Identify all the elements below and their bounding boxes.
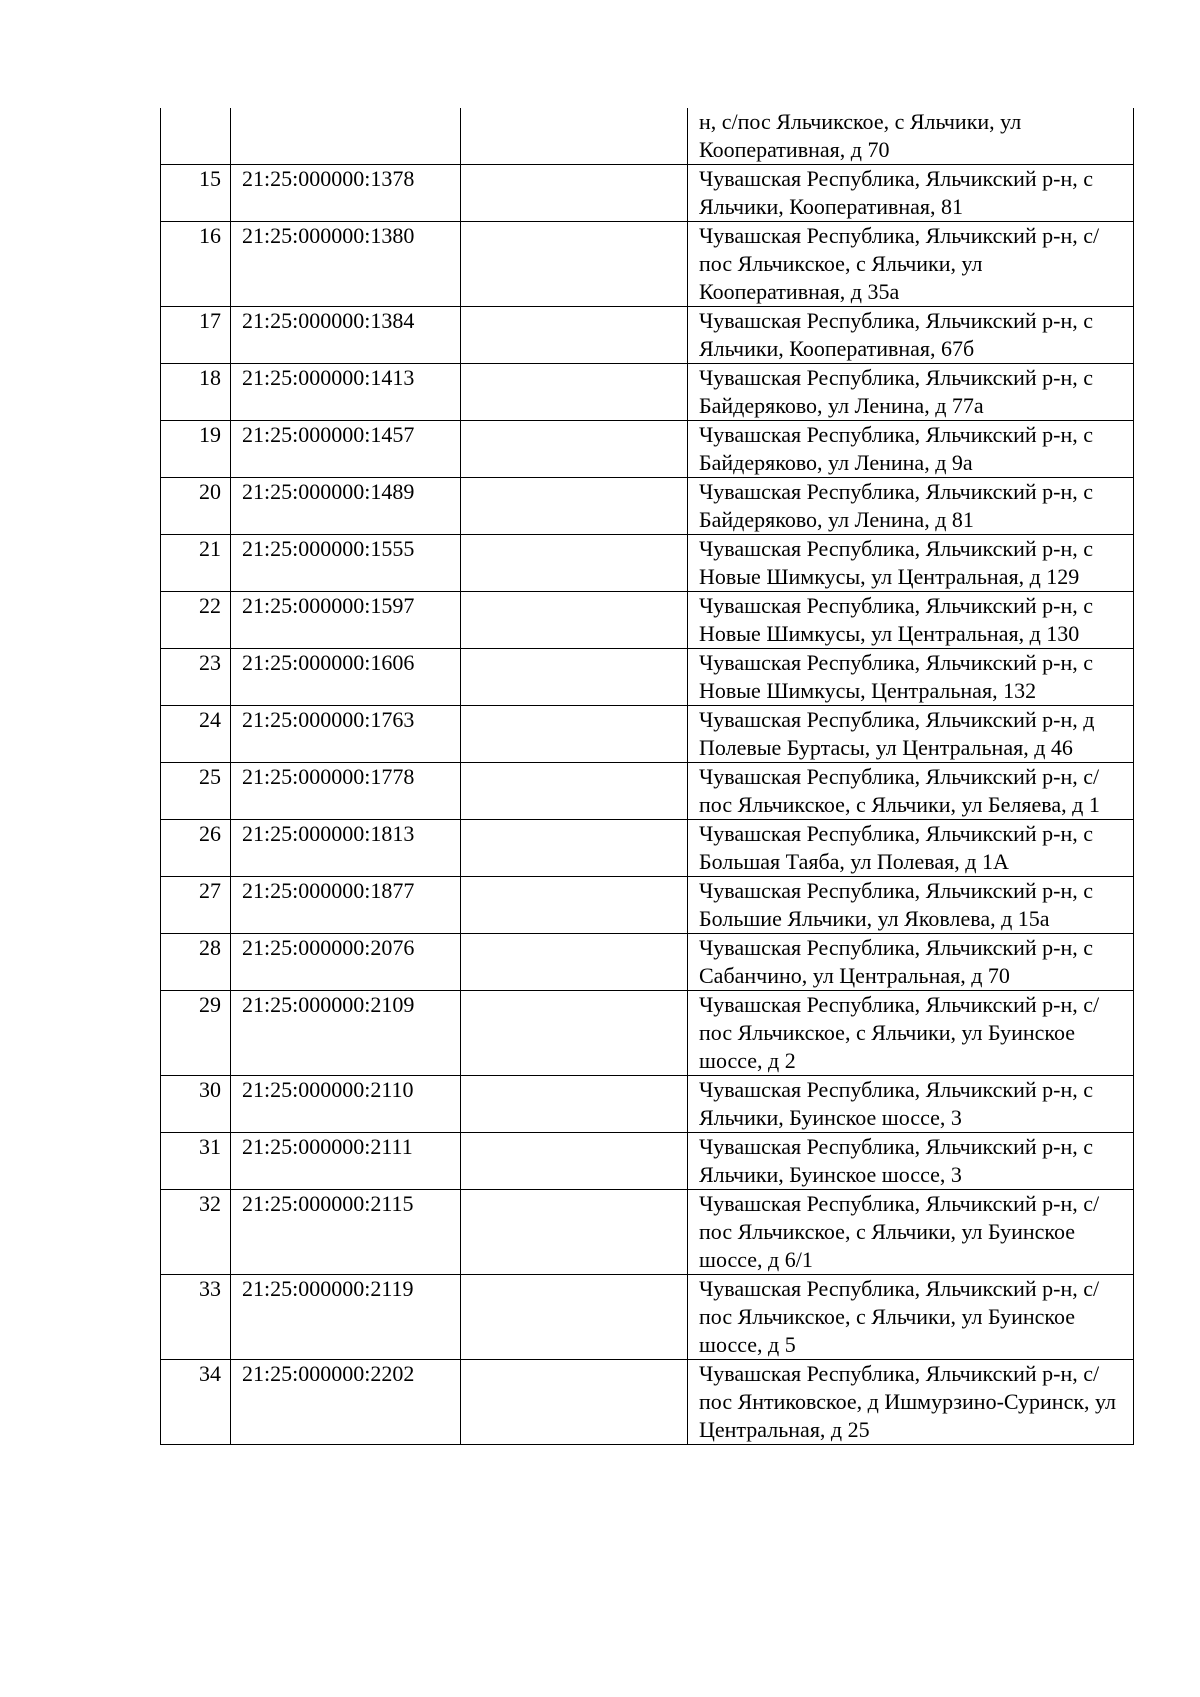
address-cell: Чувашская Республика, Яльчикский р-н, с Яльчики, Буинское шоссе, 3 (688, 1076, 1134, 1133)
address-cell: Чувашская Республика, Яльчикский р-н, с Байдеряково, ул Ленина, д 77а (688, 364, 1134, 421)
cadastral-number-cell: 21:25:000000:1489 (231, 478, 461, 535)
empty-column-cell (461, 222, 688, 307)
empty-column-cell (461, 165, 688, 222)
empty-column-cell (461, 1275, 688, 1360)
cadastral-number-cell: 21:25:000000:2202 (231, 1360, 461, 1445)
cadastral-number-cell: 21:25:000000:2119 (231, 1275, 461, 1360)
address-cell: Чувашская Республика, Яльчикский р-н, с/пос Яльчикское, с Яльчики, ул Беляева, д 1 (688, 763, 1134, 820)
row-number-cell: 20 (161, 478, 231, 535)
table-row (161, 592, 1134, 649)
row-number-cell: 32 (161, 1190, 231, 1275)
cadastral-number-cell: 21:25:000000:1457 (231, 421, 461, 478)
table-row (161, 706, 1134, 763)
table-row (161, 763, 1134, 820)
empty-column-cell (461, 364, 688, 421)
empty-column-cell (461, 1360, 688, 1445)
table-row (161, 877, 1134, 934)
address-cell: Чувашская Республика, Яльчикский р-н, с/пос Яльчикское, с Яльчики, ул Буинское шоссе, д 6/1 (688, 1190, 1134, 1275)
empty-column-cell (461, 991, 688, 1076)
cadastral-number-cell: 21:25:000000:1778 (231, 763, 461, 820)
empty-column-cell (461, 763, 688, 820)
empty-column-cell (461, 592, 688, 649)
empty-column-cell (461, 421, 688, 478)
empty-column-cell (461, 1190, 688, 1275)
address-cell: Чувашская Республика, Яльчикский р-н, с Яльчики, Буинское шоссе, 3 (688, 1133, 1134, 1190)
address-cell: Чувашская Республика, Яльчикский р-н, с Сабанчино, ул Центральная, д 70 (688, 934, 1134, 991)
empty-column-cell (461, 1076, 688, 1133)
table-row (161, 165, 1134, 222)
address-cell: н, с/пос Яльчикское, с Яльчики, ул Кооперативная, д 70 (688, 108, 1134, 165)
address-cell: Чувашская Республика, Яльчикский р-н, с Новые Шимкусы, ул Центральная, д 129 (688, 535, 1134, 592)
address-cell: Чувашская Республика, Яльчикский р-н, с/пос Янтиковское, д Ишмурзино-Суринск, ул Центральная, д 25 (688, 1360, 1134, 1445)
address-cell: Чувашская Республика, Яльчикский р-н, д Полевые Буртасы, ул Центральная, д 46 (688, 706, 1134, 763)
address-cell: Чувашская Республика, Яльчикский р-н, с Новые Шимкусы, ул Центральная, д 130 (688, 592, 1134, 649)
table-row (161, 820, 1134, 877)
row-number-cell: 28 (161, 934, 231, 991)
table-row (161, 364, 1134, 421)
table-row (161, 307, 1134, 364)
row-number-cell: 17 (161, 307, 231, 364)
cadastral-number-cell: 21:25:000000:1378 (231, 165, 461, 222)
row-number-cell: 26 (161, 820, 231, 877)
table-row (161, 1133, 1134, 1190)
empty-column-cell (461, 706, 688, 763)
row-number-cell: 29 (161, 991, 231, 1076)
address-cell: Чувашская Республика, Яльчикский р-н, с Яльчики, Кооперативная, 81 (688, 165, 1134, 222)
address-cell: Чувашская Республика, Яльчикский р-н, с Большая Таяба, ул Полевая, д 1А (688, 820, 1134, 877)
row-number-cell: 27 (161, 877, 231, 934)
address-cell: Чувашская Республика, Яльчикский р-н, с Большие Яльчики, ул Яковлева, д 15а (688, 877, 1134, 934)
table-row (161, 934, 1134, 991)
cadastral-number-cell: 21:25:000000:2076 (231, 934, 461, 991)
cadastral-number-cell: 21:25:000000:1877 (231, 877, 461, 934)
cadastral-number-cell: 21:25:000000:1597 (231, 592, 461, 649)
row-number-cell: 23 (161, 649, 231, 706)
address-cell: Чувашская Республика, Яльчикский р-н, с/пос Яльчикское, с Яльчики, ул Кооперативная, д 35а (688, 222, 1134, 307)
table-row (161, 1190, 1134, 1275)
cadastral-number-cell: 21:25:000000:2111 (231, 1133, 461, 1190)
row-number-cell: 24 (161, 706, 231, 763)
cadastral-number-cell: 21:25:000000:1606 (231, 649, 461, 706)
cadastral-number-cell: 21:25:000000:1555 (231, 535, 461, 592)
row-number-cell: 18 (161, 364, 231, 421)
cadastral-number-cell: 21:25:000000:1763 (231, 706, 461, 763)
cadastral-number-cell: 21:25:000000:1384 (231, 307, 461, 364)
row-number-cell: 21 (161, 535, 231, 592)
row-number-cell: 34 (161, 1360, 231, 1445)
cadastral-number-cell: 21:25:000000:1413 (231, 364, 461, 421)
row-number-cell: 30 (161, 1076, 231, 1133)
address-cell: Чувашская Республика, Яльчикский р-н, с/пос Яльчикское, с Яльчики, ул Буинское шоссе, д 5 (688, 1275, 1134, 1360)
cadastral-number-cell (231, 108, 461, 165)
address-cell: Чувашская Республика, Яльчикский р-н, с Новые Шимкусы, Центральная, 132 (688, 649, 1134, 706)
empty-column-cell (461, 535, 688, 592)
table-row (161, 1360, 1134, 1445)
address-cell: Чувашская Республика, Яльчикский р-н, с Яльчики, Кооперативная, 67б (688, 307, 1134, 364)
table-row-continuation (161, 108, 1134, 165)
empty-column-cell (461, 307, 688, 364)
row-number-cell: 19 (161, 421, 231, 478)
row-number-cell: 15 (161, 165, 231, 222)
cadastral-number-cell: 21:25:000000:1380 (231, 222, 461, 307)
table-row (161, 535, 1134, 592)
empty-column-cell (461, 820, 688, 877)
table-row (161, 649, 1134, 706)
table-row (161, 222, 1134, 307)
table-row (161, 1076, 1134, 1133)
empty-column-cell (461, 478, 688, 535)
row-number-cell: 33 (161, 1275, 231, 1360)
cadastral-number-cell: 21:25:000000:2115 (231, 1190, 461, 1275)
address-cell: Чувашская Республика, Яльчикский р-н, с Байдеряково, ул Ленина, д 81 (688, 478, 1134, 535)
address-cell: Чувашская Республика, Яльчикский р-н, с/пос Яльчикское, с Яльчики, ул Буинское шоссе, д 2 (688, 991, 1134, 1076)
table-row (161, 478, 1134, 535)
table-row (161, 1275, 1134, 1360)
empty-column-cell (461, 649, 688, 706)
empty-column-cell (461, 877, 688, 934)
cadastral-number-cell: 21:25:000000:2109 (231, 991, 461, 1076)
empty-column-cell (461, 934, 688, 991)
row-number-cell: 31 (161, 1133, 231, 1190)
property-table-body (161, 108, 1134, 1445)
empty-column-cell (461, 1133, 688, 1190)
cadastral-number-cell: 21:25:000000:2110 (231, 1076, 461, 1133)
row-number-cell: 16 (161, 222, 231, 307)
row-number-cell: 25 (161, 763, 231, 820)
empty-column-cell (461, 108, 688, 165)
row-number-cell (161, 108, 231, 165)
table-row (161, 991, 1134, 1076)
address-cell: Чувашская Республика, Яльчикский р-н, с Байдеряково, ул Ленина, д 9а (688, 421, 1134, 478)
cadastral-number-cell: 21:25:000000:1813 (231, 820, 461, 877)
row-number-cell: 22 (161, 592, 231, 649)
table-row (161, 421, 1134, 478)
property-table (160, 108, 1134, 1445)
